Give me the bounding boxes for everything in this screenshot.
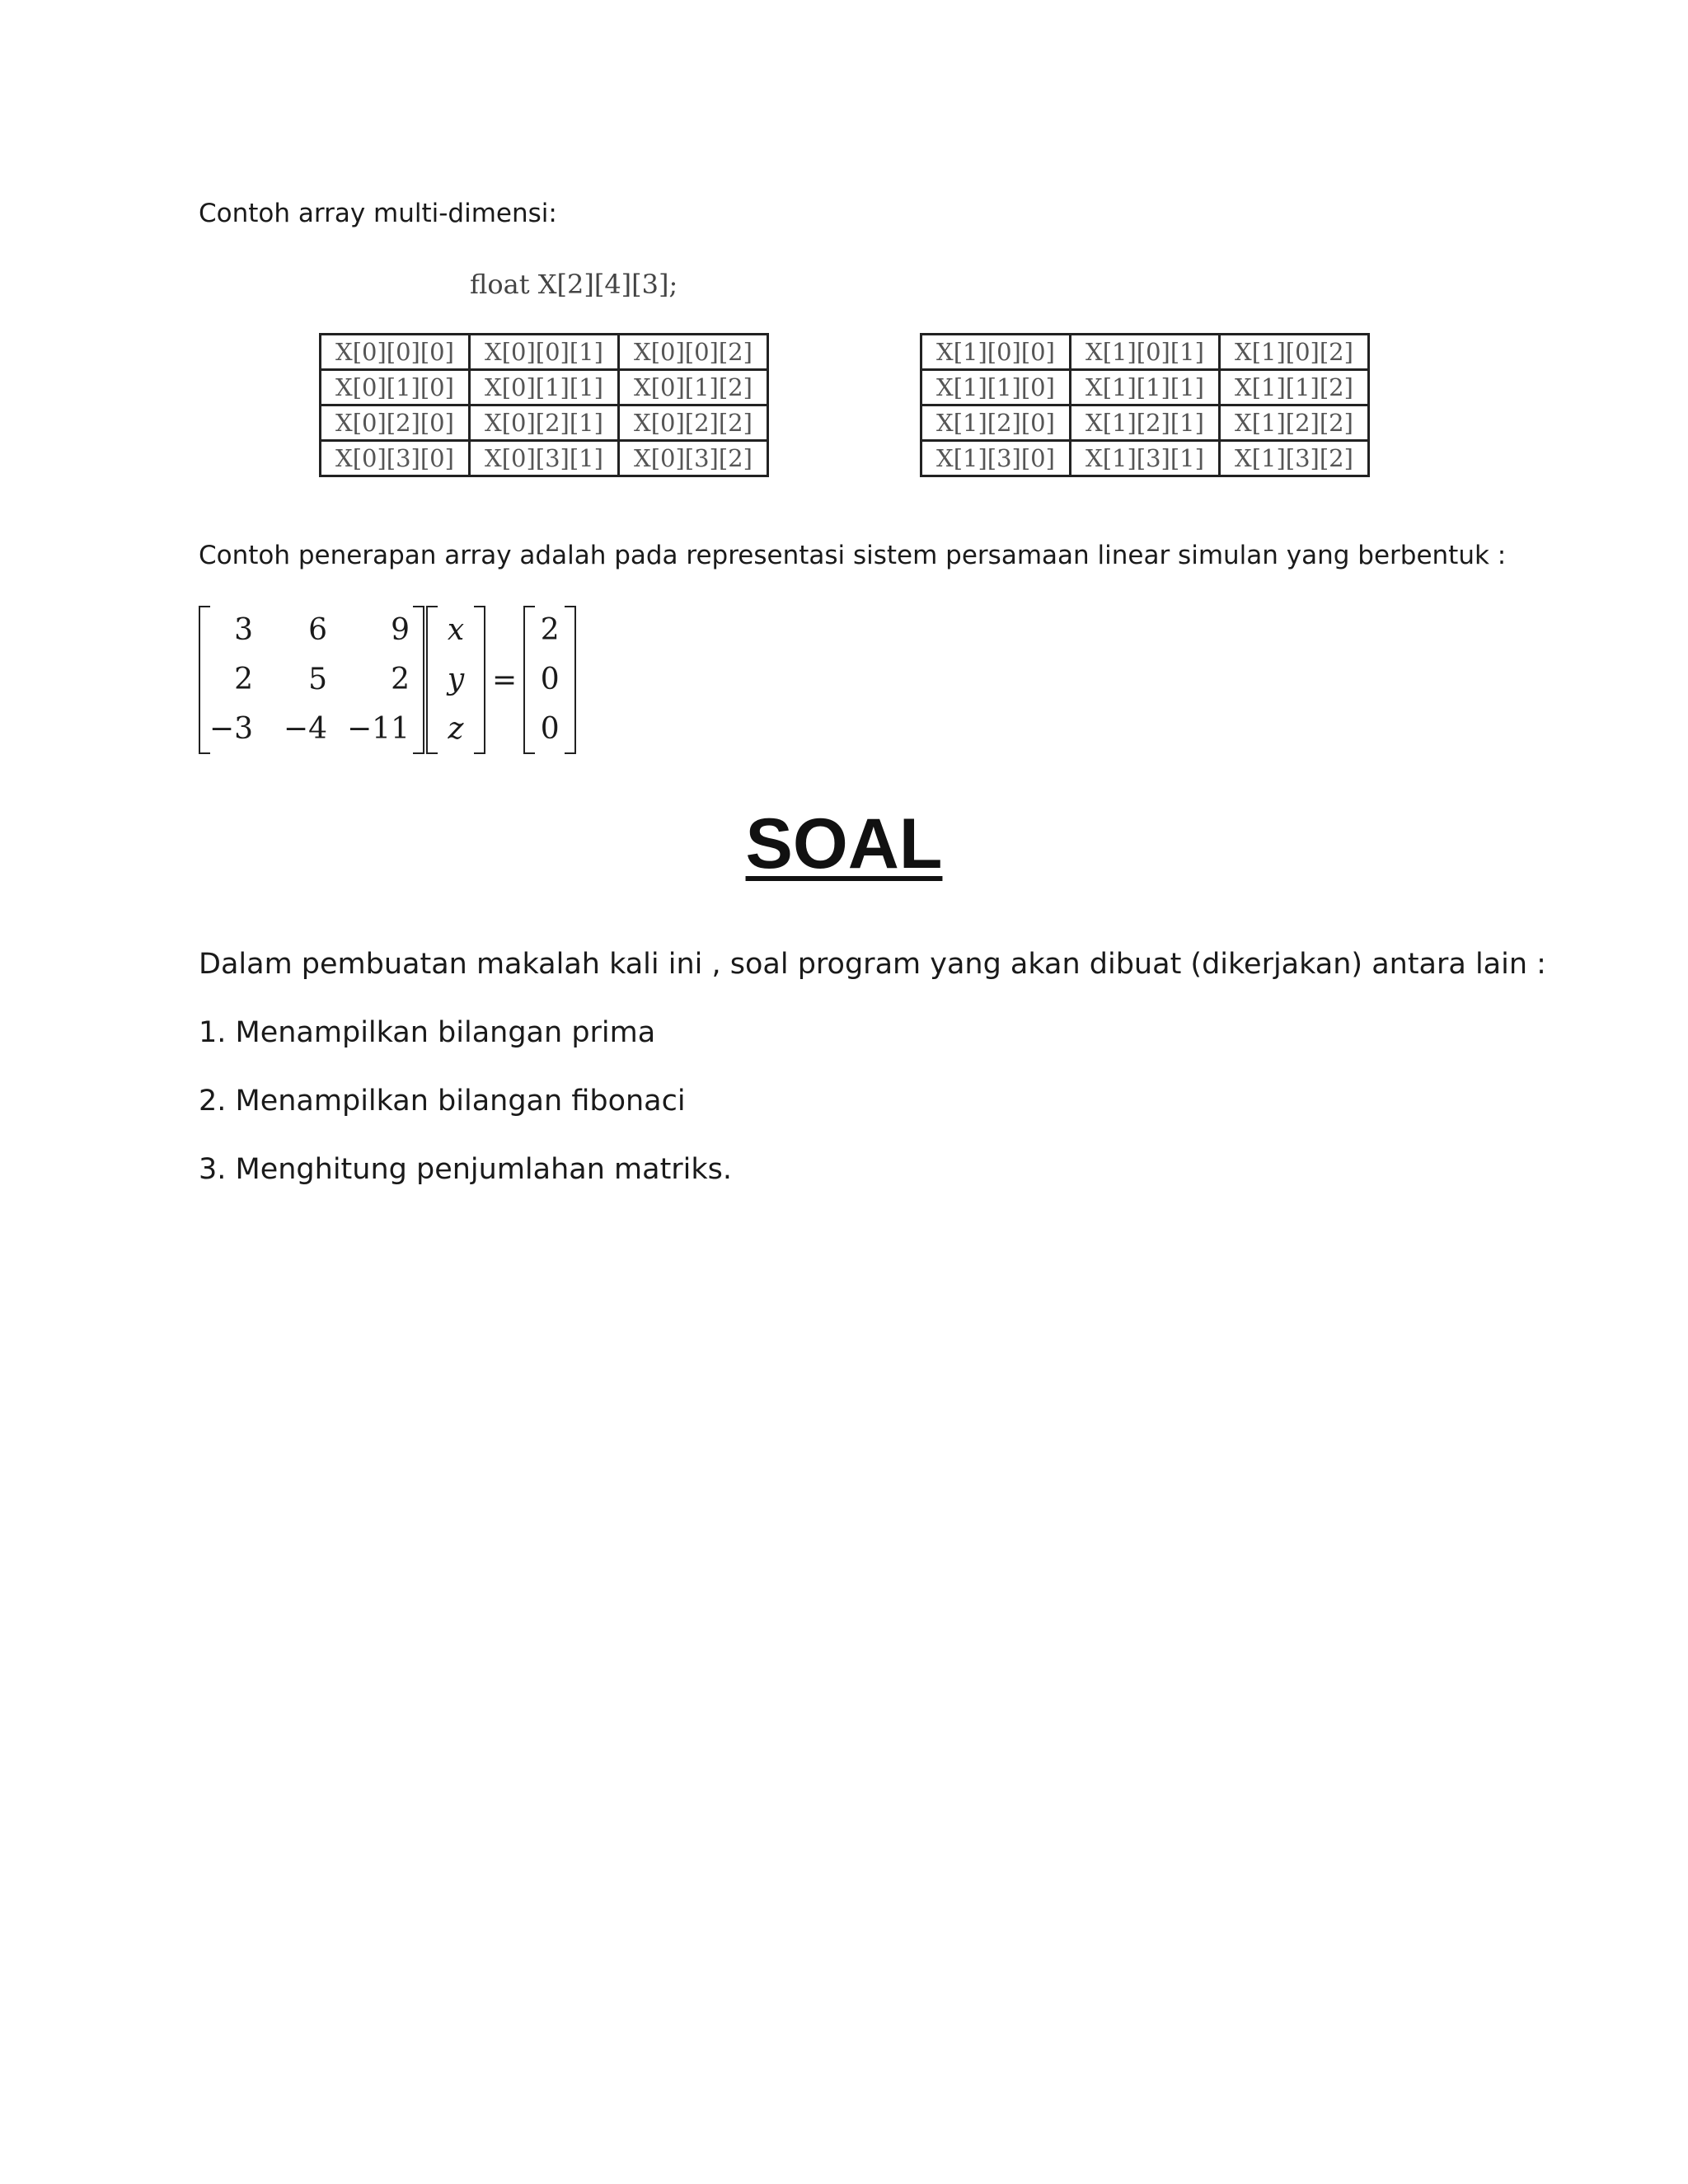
table-cell: X[1][3][0] xyxy=(921,441,1071,476)
table-cell: X[0][3][2] xyxy=(619,441,768,476)
table-cell: X[0][1][0] xyxy=(321,370,470,405)
table-row xyxy=(321,370,768,405)
matrix-entry: −11 xyxy=(347,712,410,746)
table-row xyxy=(921,370,1369,405)
problem-intro: Dalam pembuatan makalah kali ini , soal program yang akan dibuat (dikerjakan) antara lain : xyxy=(199,948,1546,981)
table-cell: X[1][2][2] xyxy=(1220,405,1369,441)
table-cell: X[0][2][1] xyxy=(470,405,619,441)
constant-entry: 0 xyxy=(540,663,560,696)
matrix-entry: 2 xyxy=(234,663,253,696)
table-cell: X[0][1][2] xyxy=(619,370,768,405)
coefficient-matrix xyxy=(199,606,424,754)
matrix-entry: 6 xyxy=(308,613,327,647)
table-row xyxy=(321,335,768,370)
table-cell: X[0][3][1] xyxy=(470,441,619,476)
problem-item: 2. Menampilkan bilangan fibonaci xyxy=(199,1085,686,1118)
variable-vector xyxy=(426,606,485,754)
table-cell: X[1][1][1] xyxy=(1071,370,1220,405)
table-row xyxy=(921,441,1369,476)
table-cell: X[1][1][2] xyxy=(1220,370,1369,405)
application-text: Contoh penerapan array adalah pada representasi sistem persamaan linear simulan yang berbentuk : xyxy=(199,541,1507,570)
variable-entry: y xyxy=(447,663,465,696)
table-row xyxy=(921,405,1369,441)
table-cell: X[1][2][0] xyxy=(921,405,1071,441)
table-cell: X[0][2][0] xyxy=(321,405,470,441)
table-cell: X[0][0][1] xyxy=(470,335,619,370)
problem-item: 3. Menghitung penjumlahan matriks. xyxy=(199,1153,733,1186)
table-cell: X[1][0][2] xyxy=(1220,335,1369,370)
equals-sign: = xyxy=(492,663,518,697)
table-cell: X[0][0][0] xyxy=(321,335,470,370)
variable-entry: z xyxy=(448,712,464,746)
constant-entry: 2 xyxy=(540,613,560,647)
matrix-entry: −3 xyxy=(209,712,253,746)
table-cell: X[1][3][1] xyxy=(1071,441,1220,476)
matrix-entry: 5 xyxy=(308,663,327,696)
constant-entry: 0 xyxy=(540,712,560,746)
section-heading: SOAL xyxy=(745,804,943,883)
linear-equation xyxy=(199,605,576,755)
intro-label: Contoh array multi-dimensi: xyxy=(199,199,557,228)
table-cell: X[0][3][0] xyxy=(321,441,470,476)
table-row xyxy=(321,405,768,441)
table-cell: X[0][0][2] xyxy=(619,335,768,370)
matrix-entry: 9 xyxy=(391,613,410,647)
array-table-x1 xyxy=(920,333,1370,477)
matrix-entry: −4 xyxy=(283,712,327,746)
array-declaration: float X[2][4][3]; xyxy=(470,269,678,300)
table-cell: X[1][0][1] xyxy=(1071,335,1220,370)
array-table-x0 xyxy=(319,333,769,477)
variable-entry: x xyxy=(447,613,465,647)
matrix-entry: 3 xyxy=(234,613,253,647)
table-row xyxy=(321,441,768,476)
table-cell: X[0][2][2] xyxy=(619,405,768,441)
constant-vector xyxy=(523,606,576,754)
table-cell: X[0][1][1] xyxy=(470,370,619,405)
table-cell: X[1][0][0] xyxy=(921,335,1071,370)
problem-item: 1. Menampilkan bilangan prima xyxy=(199,1016,656,1049)
table-cell: X[1][2][1] xyxy=(1071,405,1220,441)
matrix-entry: 2 xyxy=(391,663,410,696)
table-cell: X[1][1][0] xyxy=(921,370,1071,405)
table-row xyxy=(921,335,1369,370)
table-cell: X[1][3][2] xyxy=(1220,441,1369,476)
